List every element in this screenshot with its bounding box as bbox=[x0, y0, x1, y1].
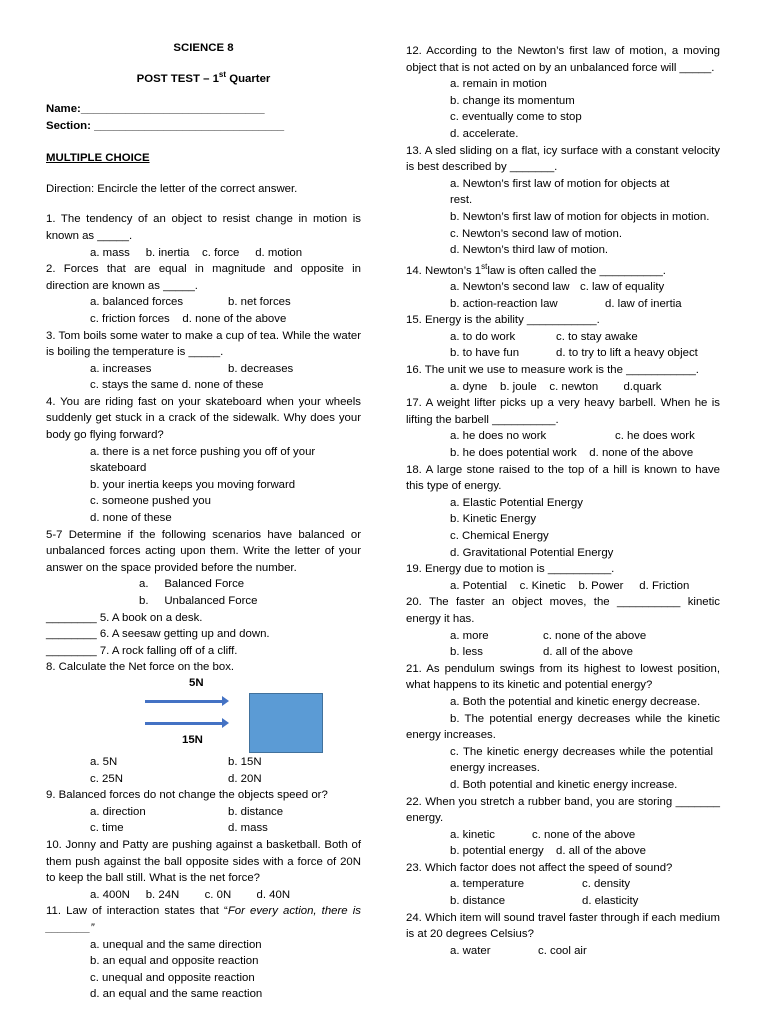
q18-option-d[interactable]: d. Gravitational Potential Energy bbox=[450, 546, 614, 559]
q14-options-bd[interactable]: b. action-reaction law d. law of inertia bbox=[450, 297, 682, 310]
question-16: 16. The unit we use to measure work is the ___________. bbox=[406, 364, 699, 377]
q19-options[interactable]: a. Potential c. Kinetic b. Power d. Friction bbox=[450, 579, 690, 592]
question-1: 1. The tendency of an object to resist change in motion is known as _____. bbox=[46, 213, 361, 242]
left-column bbox=[46, 40, 361, 1003]
q24-options-ac[interactable]: a. water c. cool air bbox=[450, 944, 587, 957]
section-heading: MULTIPLE CHOICE bbox=[46, 152, 150, 165]
question-2: 2. Forces that are equal in magnitude and opposite in direction are known as _____. bbox=[46, 263, 361, 292]
q23-options-bd[interactable]: b. distance d. elasticity bbox=[450, 895, 639, 908]
q9-options-ab[interactable]: a. direction b. distance bbox=[90, 805, 284, 818]
question-13: 13. A sled sliding on a flat, icy surface with a constant velocity is best described by _______. bbox=[406, 144, 720, 174]
q13-option-d[interactable]: d. Newton’s third law of motion. bbox=[450, 244, 609, 257]
q18-option-c[interactable]: c. Chemical Energy bbox=[450, 530, 549, 543]
q18-option-a[interactable]: a. Elastic Potential Energy bbox=[450, 496, 583, 509]
q11-option-a[interactable]: a. unequal and the same direction bbox=[90, 938, 262, 951]
q13-option-c[interactable]: c. Newton’s second law of motion. bbox=[450, 227, 622, 240]
q3-options-ab[interactable]: a. increases b. decreases bbox=[90, 362, 294, 375]
question-9: 9. Balanced forces do not change the objects speed or? bbox=[46, 789, 328, 802]
arrow-bottom-icon bbox=[145, 722, 223, 725]
q3-options-cd[interactable]: c. stays the same d. none of these bbox=[90, 379, 264, 392]
q12-option-b[interactable]: b. change its momentum bbox=[450, 94, 575, 107]
direction-text: Direction: Encircle the letter of the correct answer. bbox=[46, 182, 298, 195]
question-5[interactable]: ________ 5. A book on a desk. bbox=[46, 611, 203, 624]
q15-options-ac[interactable]: a. to do work c. to stay awake bbox=[450, 330, 638, 343]
q12-option-d[interactable]: d. accelerate. bbox=[450, 127, 519, 140]
q21-option-c[interactable]: c. The kinetic energy decreases while the potential energy increases. bbox=[450, 745, 713, 775]
q4-option-a[interactable]: a. there is a net force pushing you off of your skateboard bbox=[90, 445, 316, 475]
q8-options-ab[interactable]: a. 5N b. 15N bbox=[90, 755, 262, 768]
question-20: 20. The faster an object moves, the __________ kinetic energy it has. bbox=[406, 596, 720, 625]
question-3: 3. Tom boils some water to make a cup of tea. While the water is boiling the temperature is _____. bbox=[46, 329, 361, 359]
q23-options-ac[interactable]: a. temperature c. density bbox=[450, 878, 631, 891]
q4-option-c[interactable]: c. someone pushed you bbox=[90, 495, 211, 508]
q20-options-ac[interactable]: a. more c. none of the above bbox=[450, 629, 647, 642]
q9-options-cd[interactable]: c. time d. mass bbox=[90, 822, 268, 835]
question-10: 10. Jonny and Patty are pushing against a basketball. Both of them push against the ball opposite sides with a force of 20N to keep the ball still. What is the net force? bbox=[46, 838, 361, 885]
question-14: 14. Newton’s 1stlaw is often called the __________. bbox=[406, 261, 666, 277]
q18-option-b[interactable]: b. Kinetic Energy bbox=[450, 513, 537, 526]
q12-option-c[interactable]: c. eventually come to stop bbox=[450, 111, 582, 124]
q15-options-bd[interactable]: b. to have fun d. to try to lift a heavy object bbox=[450, 347, 698, 360]
subject-title: SCIENCE 8 bbox=[173, 42, 234, 54]
question-23: 23. Which factor does not affect the speed of sound? bbox=[406, 861, 673, 874]
q17-options-ac[interactable]: a. he does no work c. he does work bbox=[450, 430, 695, 443]
question-4: 4. You are riding fast on your skateboard when your wheels suddenly get stuck in a crack of the sidewalk. Why does your body go flying forward? bbox=[46, 395, 361, 442]
question-22: 22. When you stretch a rubber band, you are storing _______ energy. bbox=[406, 795, 720, 825]
force-diagram bbox=[46, 676, 361, 754]
question-17: 17. A weight lifter picks up a very heavy barbell. When he is lifting the barbell __________. bbox=[406, 397, 720, 426]
q8-options-cd[interactable]: c. 25N d. 20N bbox=[90, 772, 262, 785]
q21-option-d[interactable]: d. Both potential and kinetic energy increase. bbox=[450, 778, 678, 791]
q11-option-d[interactable]: d. an equal and the same reaction bbox=[90, 988, 263, 1001]
name-field[interactable]: Name:_____________________________ bbox=[46, 102, 265, 115]
q2-options-cd[interactable]: c. friction forces d. none of the above bbox=[90, 312, 287, 325]
question-19: 19. Energy due to motion is __________. bbox=[406, 563, 615, 576]
arrow-top-icon bbox=[145, 700, 223, 703]
question-11: 11. Law of interaction states that “For every action, there is _______” bbox=[46, 905, 361, 934]
q22-options-ac[interactable]: a. kinetic c. none of the above bbox=[450, 828, 636, 841]
q2-options-ab[interactable]: a. balanced forces b. net forces bbox=[90, 296, 291, 309]
force-label-bottom: 15N bbox=[182, 733, 203, 746]
q13-option-a[interactable]: a. Newton’s first law of motion for objects at rest. bbox=[450, 177, 670, 207]
box-shape bbox=[249, 693, 323, 753]
test-title: POST TEST – 1st Quarter bbox=[136, 69, 271, 85]
right-column bbox=[406, 43, 720, 959]
q12-option-a[interactable]: a. remain in motion bbox=[450, 78, 547, 91]
question-12: 12. According to the Newton’s first law of motion, a moving object that is not acted on by an unbalanced force will _____. bbox=[406, 45, 720, 74]
q14-options-ac[interactable]: a. Newton’s second law c. law of equality bbox=[450, 281, 665, 294]
question-5-7-instructions: 5-7 Determine if the following scenarios have balanced or unbalanced forces acting upon them. Write the letter of your answer on the space provided before the number. bbox=[46, 528, 361, 574]
q11-option-b[interactable]: b. an equal and opposite reaction bbox=[90, 955, 259, 968]
question-6[interactable]: ________ 6. A seesaw getting up and down. bbox=[46, 628, 270, 641]
question-24: 24. Which item will sound travel faster through if each medium is at 20 degrees Celsius? bbox=[406, 911, 720, 941]
question-8: 8. Calculate the Net force on the box. bbox=[46, 661, 235, 674]
q10-options[interactable]: a. 400N b. 24N c. 0N d. 40N bbox=[90, 888, 291, 901]
q4-option-d[interactable]: d. none of these bbox=[90, 512, 172, 525]
choice-balanced: a. Balanced Force bbox=[139, 578, 245, 591]
q1-options[interactable]: a. mass b. inertia c. force d. motion bbox=[90, 246, 303, 259]
force-label-top: 5N bbox=[189, 676, 204, 689]
question-18: 18. A large stone raised to the top of a hill is known to have this type of energy. bbox=[406, 463, 720, 493]
question-21: 21. As pendulum swings from its highest to lowest position, what happens to its kinetic and potential energy? bbox=[406, 662, 720, 692]
q17-options-bd[interactable]: b. he does potential work d. none of the above bbox=[450, 447, 694, 460]
question-15: 15. Energy is the ability ___________. bbox=[406, 314, 600, 327]
q4-option-b[interactable]: b. your inertia keeps you moving forward bbox=[90, 478, 296, 491]
question-7[interactable]: ________ 7. A rock falling off of a cliff. bbox=[46, 644, 238, 657]
q20-options-bd[interactable]: b. less d. all of the above bbox=[450, 646, 633, 659]
q22-options-bd[interactable]: b. potential energy d. all of the above bbox=[450, 845, 646, 858]
q13-option-b[interactable]: b. Newton’s first law of motion for objects in motion. bbox=[450, 210, 710, 223]
q11-option-c[interactable]: c. unequal and opposite reaction bbox=[90, 971, 255, 984]
q21-option-a[interactable]: a. Both the potential and kinetic energy decrease. bbox=[450, 695, 701, 708]
section-field[interactable]: Section: ______________________________ bbox=[46, 119, 285, 132]
q21-option-b[interactable]: b. The potential energy decreases while the kinetic energy increases. bbox=[406, 712, 720, 742]
choice-unbalanced: b. Unbalanced Force bbox=[139, 595, 258, 608]
q16-options[interactable]: a. dyne b. joule c. newton d.quark bbox=[450, 380, 662, 393]
